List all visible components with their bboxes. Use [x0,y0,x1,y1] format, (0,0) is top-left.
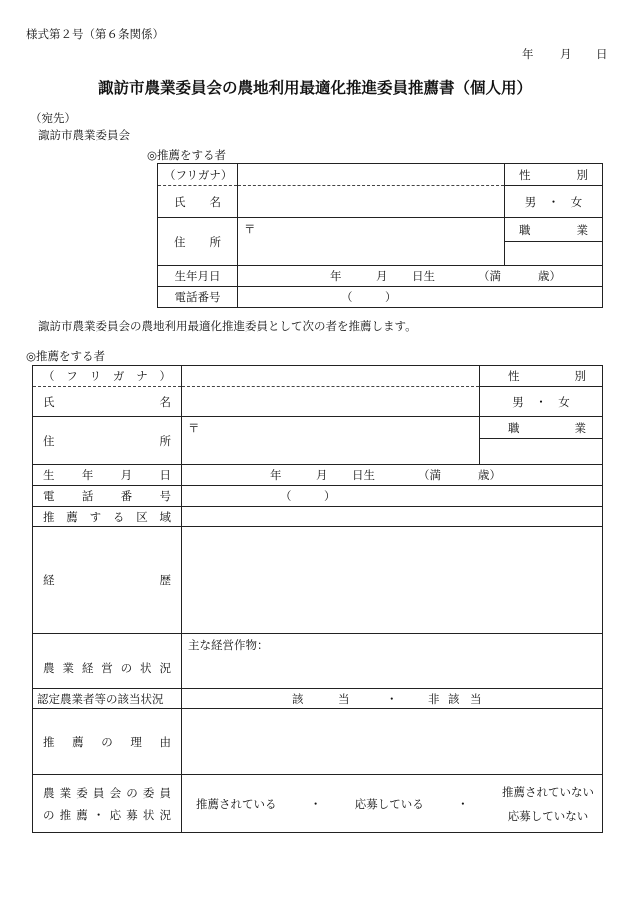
committee-l1-char-2: 業 [59,785,72,800]
district-char-6: 域 [159,509,171,524]
district-char-4: る [112,509,125,524]
nominee-occupation-char-1: 職 [508,420,520,435]
recommender-section-label: ◎推薦をする者 [147,148,227,162]
farm-char-6: 状 [140,661,152,675]
nominee-age-open: （満 [418,468,441,482]
nominee-phone-char-4: 号 [159,489,171,503]
nominee-birth-char-1: 生 [43,468,55,482]
reason-char-2: 薦 [72,734,84,749]
recommender-occupation-char-2: 業 [576,222,588,237]
recommender-occupation-field[interactable] [505,242,603,266]
nominee-farm-status-field[interactable] [182,634,603,689]
committee-l2-char-1: の [43,807,55,822]
nominee-phone-char-2: 話 [81,489,94,503]
committee-l1-char-4: 員 [92,785,105,800]
district-char-5: 区 [136,509,148,524]
career-char-2: 歴 [159,573,171,587]
nominee-name-char-2: 名 [159,394,171,409]
committee-l2-char-5: 応 [109,807,122,822]
recommender-name-char-2: 名 [209,194,221,209]
nominee-name-char-1: 氏 [43,394,55,409]
committee-option-not-recommended: 推薦されていない [502,784,594,799]
nominee-career-label [33,527,182,634]
committee-l1-char-7: 委 [142,785,155,800]
reason-char-1: 推 [43,734,55,749]
recommender-furigana-label: （フリガナ） [158,164,238,186]
committee-separator-1: ・ [309,796,322,811]
addressee-label: （宛先） [30,111,76,125]
form-number: 様式第２号（第６条関係） [26,27,164,41]
date-month: 月 [560,47,572,61]
nominee-gender-char-2: 別 [574,369,586,383]
committee-option-none[interactable] [502,784,594,824]
furigana-char-2: フ [66,369,78,383]
nominee-phone-open: （ [280,489,292,503]
recommender-address-char-2: 所 [209,234,221,249]
cert-opt-char-5: 該 [448,691,460,706]
nominee-reason-label [33,709,182,775]
recommender-birth-month: 月 [376,269,388,283]
committee-l2-char-3: 薦 [76,807,88,822]
date-year: 年 [522,47,534,61]
cert-opt-char-2: 当 [338,691,350,706]
committee-l2-char-8: 況 [159,807,171,822]
cert-opt-char-3: ・ [386,691,398,706]
nominee-certified-label: 認定農業者等の該当状況 [33,689,182,709]
cert-opt-char-1: 該 [292,691,304,706]
nominee-birth-month: 月 [316,468,328,482]
reason-char-3: の [101,734,113,749]
recommender-birthdate-field[interactable] [238,266,603,287]
recommender-address-label [158,218,238,266]
recommender-gender-char-1: 性 [519,167,531,182]
nominee-birth-year: 年 [270,468,282,482]
committee-l2-char-7: 状 [142,807,155,822]
recommender-birth-year: 年 [330,269,342,283]
nominee-furigana-field[interactable] [182,366,480,387]
cert-opt-char-4: 非 [428,691,440,706]
reason-char-4: 理 [130,734,142,749]
nominee-address-char-2: 所 [159,433,171,448]
recommender-age-open: （満 [478,269,501,283]
furigana-char-3: リ [89,369,102,383]
addressee: 諏訪市農業委員会 [38,128,130,142]
nominee-address-label [33,417,182,465]
nominee-furigana-label [33,366,182,387]
committee-option-not-applied: 応募していない [507,808,589,823]
nominee-committee-field[interactable] [182,775,603,833]
main-crops-label: 主な経営作物： [188,638,269,652]
recommender-name-field[interactable] [238,186,505,218]
nominee-gender-char-1: 性 [508,369,520,383]
committee-l1-char-3: 委 [76,785,88,800]
nominee-address-char-1: 住 [43,433,55,448]
nominee-age-close: 歳） [478,468,501,482]
farm-char-7: 況 [159,661,171,675]
recommender-address-char-1: 住 [174,234,186,249]
date-day: 日 [596,47,608,61]
recommender-table [157,163,603,308]
nominee-phone-field[interactable] [182,486,603,507]
nominee-name-field[interactable] [182,387,480,417]
committee-l2-char-4: ・ [92,807,105,822]
furigana-char-5: ナ [136,369,148,383]
nominee-address-field[interactable] [182,417,480,465]
recommender-phone-field[interactable] [238,287,603,308]
recommender-occupation-label [505,218,603,242]
farm-char-3: 経 [81,661,94,675]
nominee-name-label [33,387,182,417]
recommender-birth-day: 日生 [412,269,435,283]
furigana-char-1: （ [43,369,55,383]
nominee-birthdate-field[interactable] [182,465,603,486]
committee-option-applied[interactable]: 応募している [354,796,424,811]
recommender-gender-options[interactable]: 男 ・ 女 [505,186,603,218]
nominee-birthdate-label [33,465,182,486]
farm-char-2: 業 [62,661,74,675]
district-char-3: す [89,509,102,524]
date-line [522,46,608,62]
committee-l1-char-1: 農 [43,785,55,800]
district-char-1: 推 [43,509,55,524]
nominee-reason-field[interactable] [182,709,603,775]
nominee-phone-char-3: 番 [120,489,133,503]
recommender-gender-label [505,164,603,186]
furigana-char-4: ガ [112,369,125,383]
page-title: 諏訪市農業委員会の農地利用最適化推進委員推薦書（個人用） [97,78,532,97]
committee-l1-char-5: 会 [109,785,122,800]
recommender-name-char-1: 氏 [174,194,186,209]
recommender-phone-close: ） [385,290,397,304]
farm-char-1: 農 [43,661,55,675]
committee-l1-char-8: 員 [159,785,171,800]
nominee-birth-char-2: 年 [81,468,94,482]
nominee-table [32,365,603,833]
farm-char-5: の [120,661,133,675]
nominee-district-field[interactable] [182,507,603,527]
nominee-occupation-label [480,417,603,439]
furigana-char-6: ） [159,369,171,383]
committee-l1-char-6: の [126,785,138,800]
recommender-furigana-field[interactable] [238,164,505,186]
recommender-phone-open: （ [341,290,353,304]
committee-separator-2: ・ [457,796,469,811]
nominee-occupation-field[interactable] [480,439,603,465]
recommender-address-field[interactable] [238,218,505,266]
district-char-2: 薦 [66,509,78,524]
nominee-gender-label [480,366,603,387]
nominee-phone-label [33,486,182,507]
recommender-birthdate-label: 生年月日 [158,266,238,287]
statement: 諏訪市農業委員会の農地利用最適化推進委員として次の者を推薦します。 [38,319,417,333]
recommender-name-label [158,186,238,218]
recommender-gender-char-2: 別 [576,167,588,182]
nominee-birth-char-4: 日 [159,468,171,482]
farm-char-4: 営 [101,661,113,675]
nominee-farm-status-label [33,634,182,689]
nominee-section-label: ◎推薦をする者 [26,349,106,363]
nominee-phone-char-1: 電 [43,489,55,503]
nominee-occupation-char-2: 業 [574,420,586,435]
committee-l2-char-6: 募 [126,807,138,822]
recommender-occupation-char-1: 職 [519,222,531,237]
recommender-postal-mark: 〒 [244,222,256,236]
nominee-committee-label [33,775,182,833]
nominee-gender-options[interactable]: 男 ・ 女 [480,387,603,417]
recommender-phone-label: 電話番号 [158,287,238,308]
career-char-1: 経 [43,573,55,587]
nominee-postal-mark: 〒 [188,421,200,435]
nominee-birth-day: 日生 [352,468,375,482]
nominee-district-label [33,507,182,527]
recommender-age-close: 歳） [538,269,561,283]
nominee-certified-field[interactable] [182,689,603,709]
reason-char-5: 由 [159,734,171,749]
committee-option-recommended[interactable]: 推薦されている [196,796,277,811]
nominee-birth-char-3: 月 [120,468,133,482]
cert-opt-char-6: 当 [470,691,482,706]
committee-l2-char-2: 推 [59,807,72,822]
nominee-career-field[interactable] [182,527,603,634]
nominee-phone-close: ） [324,489,336,503]
